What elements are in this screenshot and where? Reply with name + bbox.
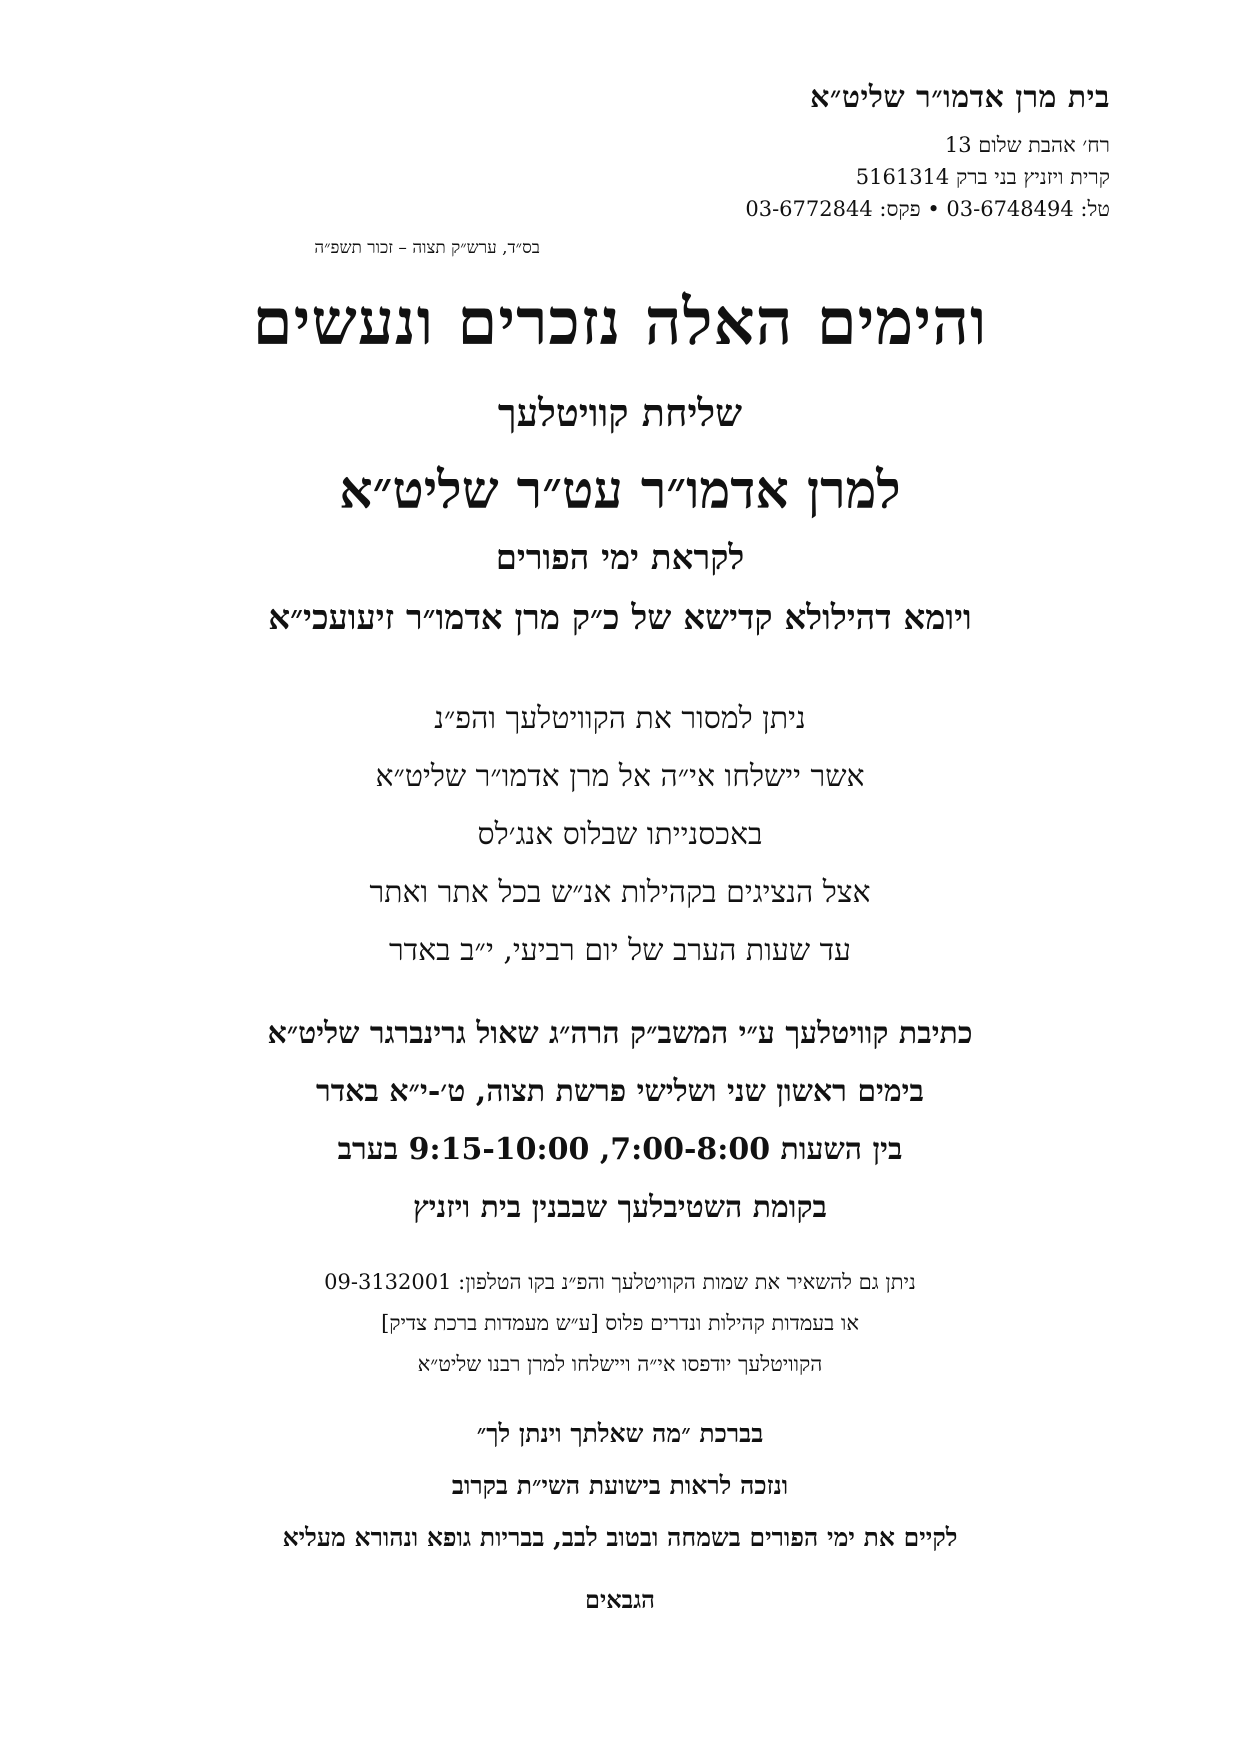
subtitle-hilula: ויומא דהילולא קדישא של כ״ק מרן אדמו״ר זיעועכי״א: [268, 598, 972, 638]
letterhead-contact: טל: 03-6748494 • פקס: 03-6772844: [745, 197, 1110, 221]
letterhead-title: בית מרן אדמו״ר שליט״א: [810, 80, 1110, 115]
phone-line: ניתן גם להשאיר את שמות הקוויטלעך והפ״נ בקו הטלפון: 09-3132001: [324, 1270, 916, 1294]
letterhead-address: רח׳ אהבת שלום 13: [944, 133, 1110, 157]
body-line: אצל הנציגים בקהילות אנ״ש בכל אתר ואתר: [369, 875, 871, 910]
subtitle-purim: לקראת ימי הפורים: [495, 538, 745, 578]
writing-schedule: [0, 1005, 1240, 1237]
schedule-line: בקומת השטיבלעך שבבנין בית ויזניץ: [413, 1190, 827, 1225]
main-title: והימים האלה נזכרים ונעשים: [252, 285, 988, 360]
phone-line: או בעמדות קהילות ונדרים פלוס [ע״ש מעמדות ברכת צדיק]: [381, 1311, 859, 1335]
signature: הגבאים: [585, 1585, 655, 1614]
submission-info: [0, 690, 1240, 980]
body-line: ניתן למסור את הקוויטלעך והפ״נ: [434, 701, 806, 736]
letterhead: [690, 80, 1110, 225]
blessing-line: בברכת ״מה שאלתך וינתן לך״: [476, 1419, 764, 1448]
date-line: בס״ד, ערש״ק תצוה – זכור תשפ״ה: [314, 238, 540, 258]
phone-line: הקוויטלעך יודפסו אי״ה ויישלחו למרן רבנו שליט״א: [417, 1352, 823, 1376]
phone-info: [0, 1262, 1240, 1385]
schedule-line: בימים ראשון שני ושלישי פרשת תצוה, ט׳-י״א באדר: [315, 1074, 925, 1109]
body-line: באכסנייתו שבלוס אנג׳לס: [477, 817, 763, 852]
schedule-line: בין השעות 7:00-8:00, 9:15-10:00 בערב: [337, 1132, 903, 1167]
blessing-line: ונזכה לראות בישועת השי״ת בקרוב: [451, 1471, 789, 1500]
body-line: עד שעות הערב של יום רביעי, י״ב באדר: [388, 933, 852, 968]
body-line: אשר יישלחו אי״ה אל מרן אדמו״ר שליט״א: [375, 759, 865, 794]
subtitle-send-notes: שליחת קוויטלעך: [497, 390, 743, 435]
blessing-line: לקיים את ימי הפורים בשמחה ובטוב לבב, בבריות גופא ונהורא מעליא: [282, 1523, 958, 1552]
blessing: [0, 1408, 1240, 1564]
subtitle-rebbe: למרן אדמו״ר עט״ר שליט״א: [339, 460, 901, 521]
schedule-line: כתיבת קוויטלעך ע״י המשב״ק הרה״ג שאול גרינברגר שליט״א: [267, 1016, 973, 1051]
letterhead-city: קרית ויזניץ בני ברק 5161314: [855, 165, 1110, 189]
